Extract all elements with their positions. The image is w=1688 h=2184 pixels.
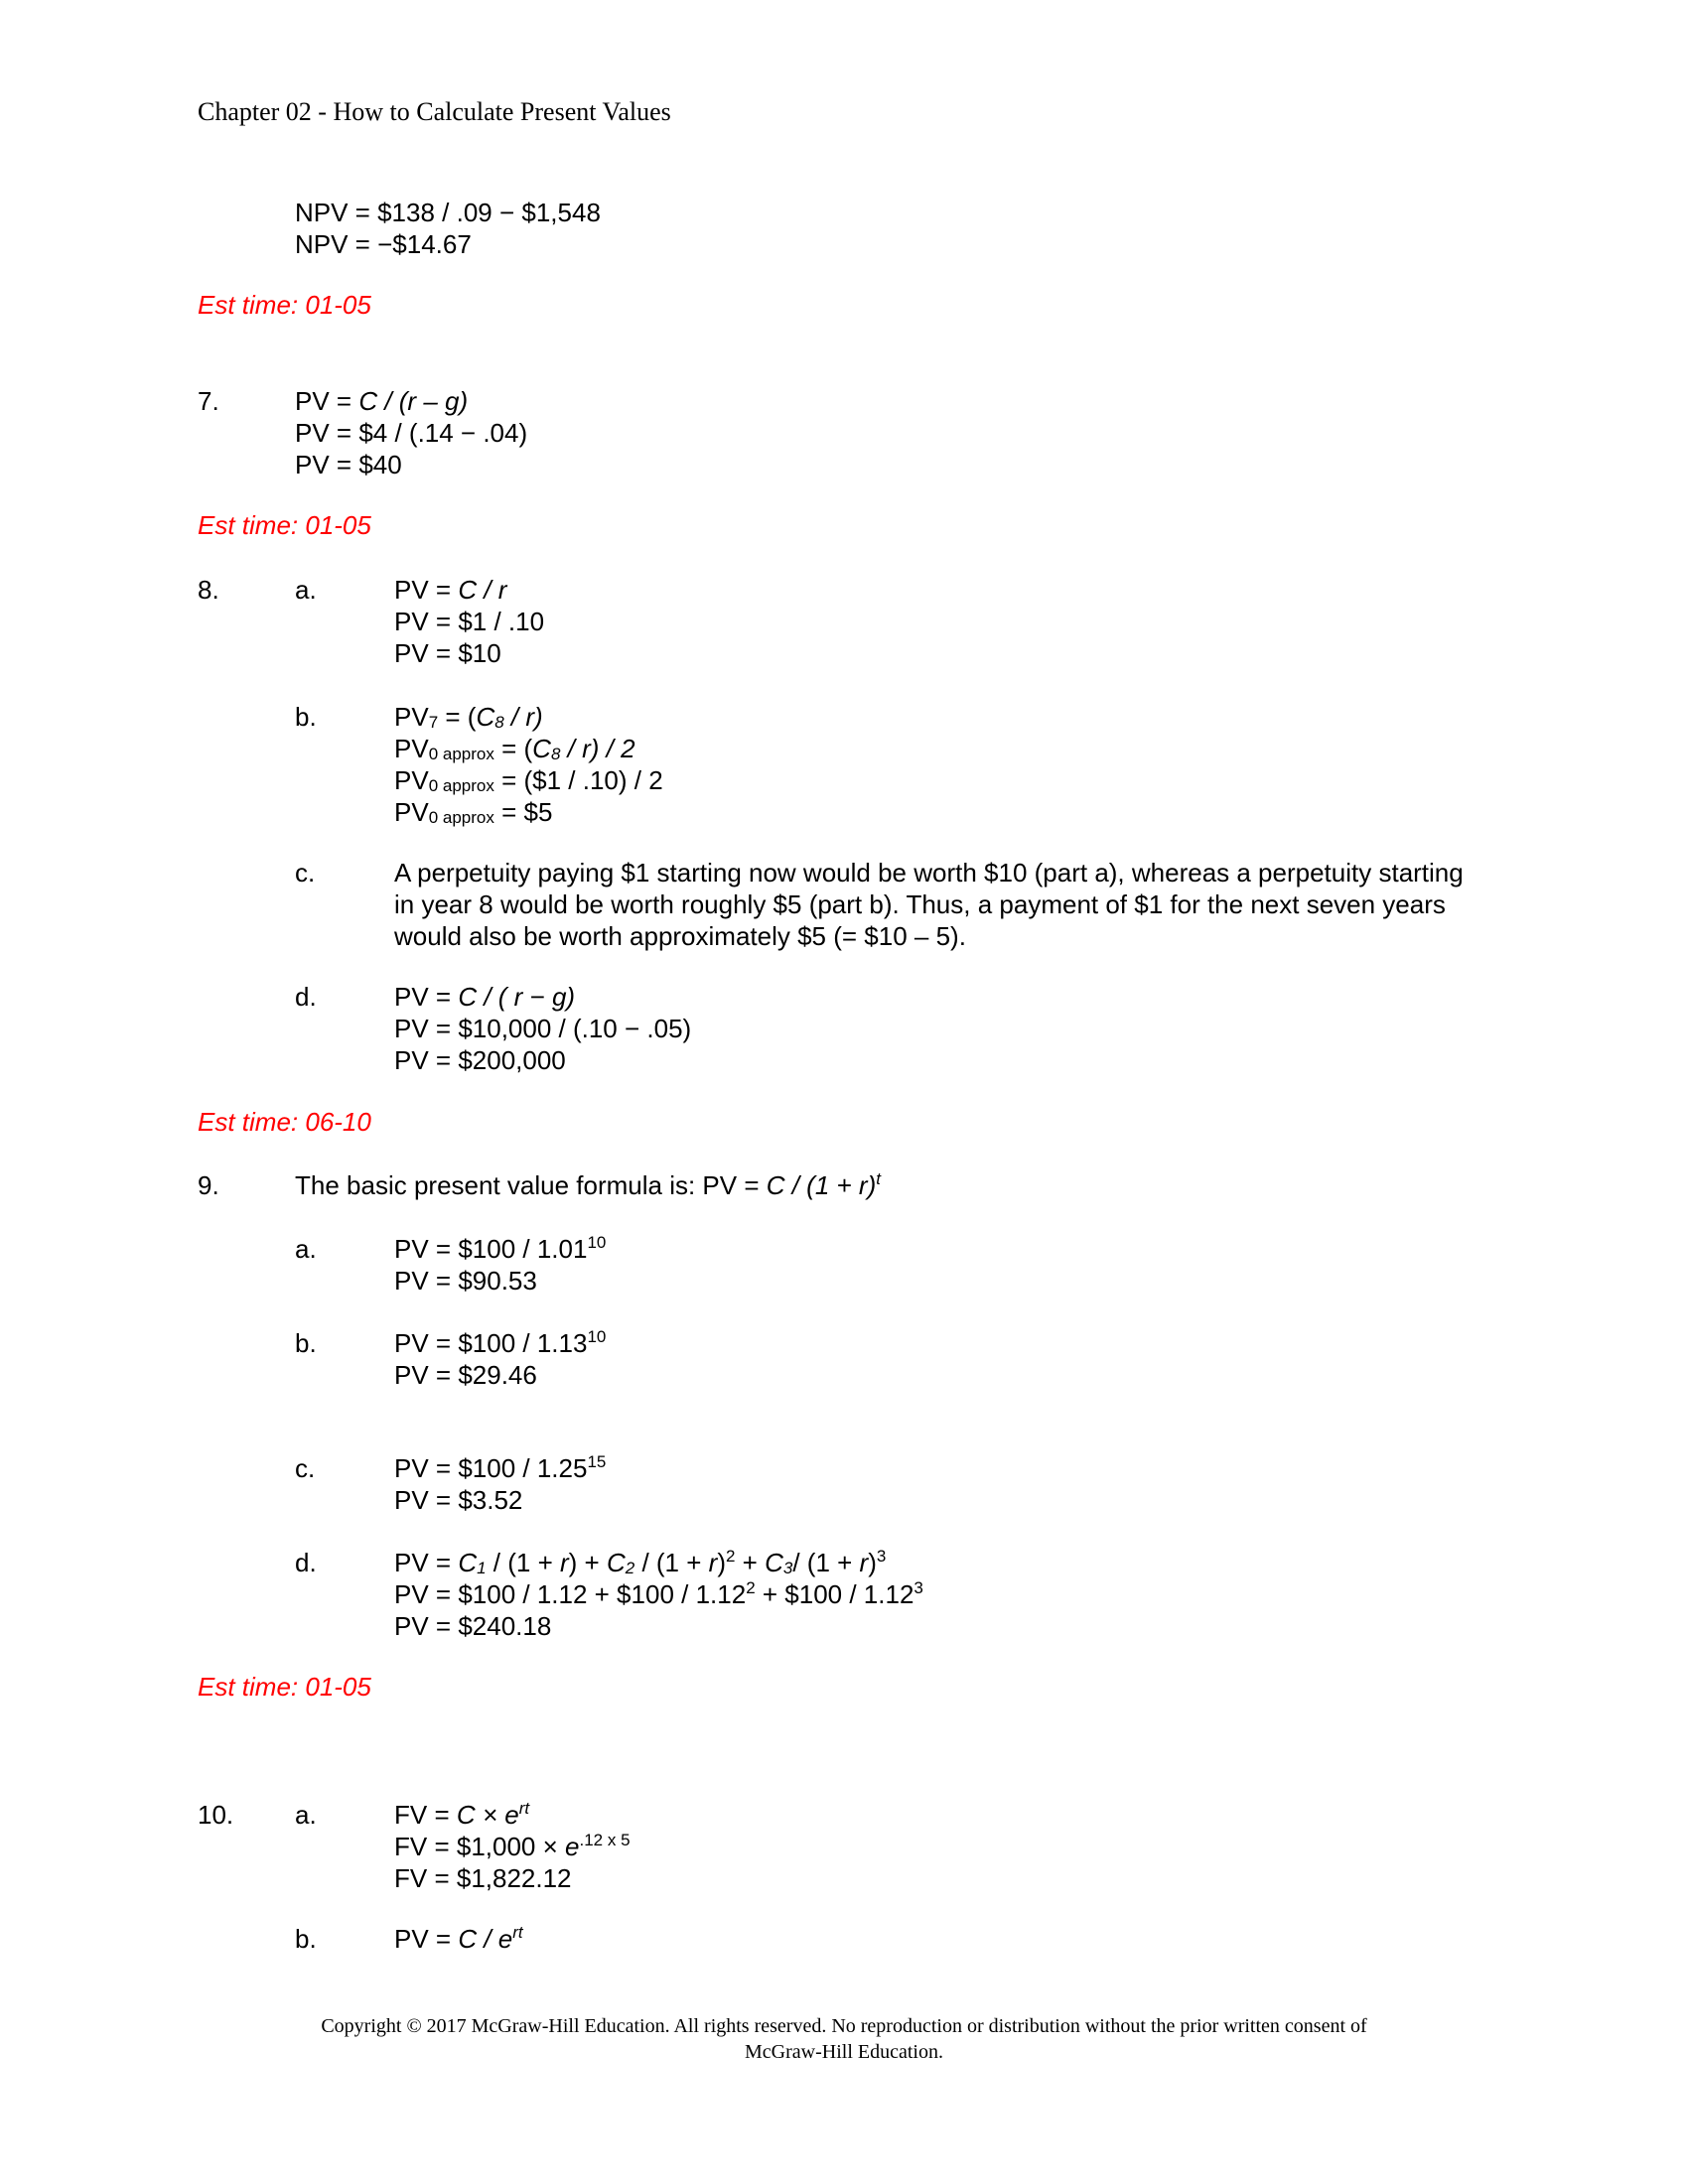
text: The basic present value formula is: PV = (295, 1170, 767, 1200)
formula: e (565, 1832, 580, 1861)
question-number: 8. (198, 575, 219, 605)
formula-line (394, 1327, 606, 1359)
formula: C × e (456, 1800, 519, 1830)
superscript: rt (518, 1799, 530, 1818)
text: = ( (438, 702, 477, 732)
formula: C / ( r − g) (458, 982, 576, 1012)
formula-line: PV = $C1 / (1 + r) + C2 / (1 + r)^2 + C3/$ $(1 + r)^3$ (394, 1547, 887, 1577)
part-label: a. (295, 575, 317, 605)
formula: C / e (458, 1924, 513, 1954)
est-time: Est time: 01-05 (198, 510, 371, 540)
text: PV = (394, 575, 459, 605)
text: FV = $1,000 × (394, 1832, 566, 1861)
formula-line: FV = $1,822.12 (394, 1863, 572, 1893)
formula: / r) / 2 (560, 734, 635, 763)
subscript: 0 approx (428, 776, 494, 795)
formula-line (394, 796, 552, 834)
formula-line: PV = $3.52 (394, 1485, 523, 1515)
formula-line: PV = $10,000 / (.10 − .05) (394, 1014, 692, 1043)
formula-line: PV = $1 / .10 (394, 607, 545, 636)
text: + $100 / 1.12 (755, 1579, 914, 1609)
copyright-line-1: Copyright © 2017 McGraw-Hill Education. All rights reserved. No reproduction or distribution without the prior written consent of (321, 2015, 1367, 2037)
formula: / r) (503, 702, 543, 732)
formula: C / r (458, 575, 507, 605)
superscript: rt (512, 1923, 523, 1942)
formula-line (394, 1233, 606, 1265)
text: = $5 (493, 797, 553, 827)
npv-line-1: NPV = $138 / .09 − $1,548 (295, 198, 601, 227)
page-header: Chapter 02 - How to Calculate Present Values (198, 97, 671, 126)
text: PV = $100 / 1.25 (394, 1453, 588, 1483)
text: PV (394, 734, 429, 763)
formula-line: PV = $40 (295, 450, 402, 479)
subscript: 8 (494, 713, 504, 732)
formula-line: PV = $10 (394, 638, 501, 668)
part-label: b. (295, 702, 317, 732)
part-label: c. (295, 1453, 316, 1483)
npv-line-2: NPV = −$14.67 (295, 229, 472, 259)
copyright-footer (0, 2013, 1688, 2065)
text: PV = $100 / 1.13 (394, 1328, 588, 1358)
text: PV (394, 702, 429, 732)
formula-line (295, 1169, 881, 1201)
formula-line (394, 1831, 631, 1862)
text: PV (394, 797, 429, 827)
text: PV = (394, 982, 459, 1012)
formula-line: PV = $90.53 (394, 1266, 537, 1296)
superscript: .12 x 5 (579, 1831, 631, 1849)
formula-line (394, 1578, 923, 1610)
text: PV = (295, 386, 359, 416)
part-label: a. (295, 1234, 317, 1264)
part-label: b. (295, 1328, 317, 1358)
superscript: 15 (587, 1452, 607, 1471)
est-time: Est time: 06-10 (198, 1107, 371, 1137)
formula-line: PV = $200,000 (394, 1045, 566, 1075)
superscript: 3 (914, 1578, 923, 1597)
superscript: 10 (587, 1233, 607, 1252)
formula: C (476, 702, 495, 732)
formula-line: PV = $29.46 (394, 1360, 537, 1390)
text: PV = $100 / 1.12 + $100 / 1.12 (394, 1579, 747, 1609)
subscript: 0 approx (428, 808, 494, 827)
formula: C / (r – g) (358, 386, 469, 416)
formula-line (394, 1799, 529, 1831)
part-label: c. (295, 858, 316, 887)
text: = ( (493, 734, 533, 763)
formula-line (394, 1452, 606, 1484)
part-label: b. (295, 1924, 317, 1954)
est-time: Est time: 01-05 (198, 290, 371, 320)
part-label: a. (295, 1800, 317, 1830)
formula-line: PV = $240.18 (394, 1611, 552, 1641)
formula: C / (1 + r) (766, 1170, 877, 1200)
superscript: 2 (746, 1578, 756, 1597)
text: PV = (394, 1924, 459, 1954)
part-label: d. (295, 1548, 317, 1577)
formula-line (394, 1923, 523, 1955)
copyright-line-2: McGraw-Hill Education. (745, 2041, 943, 2063)
subscript: 8 (550, 745, 561, 763)
text: = ($1 / .10) / 2 (493, 765, 663, 795)
superscript: t (876, 1169, 881, 1188)
question-number: 7. (198, 386, 219, 416)
formula-line (394, 981, 575, 1013)
text: PV (394, 765, 429, 795)
text: FV = (394, 1800, 457, 1830)
question-number: 10. (198, 1800, 234, 1830)
explanation-paragraph: A perpetuity paying $1 starting now would be worth $10 (part a), whereas a perpetuity starting in year 8 would be worth roughly $5 (part b). Thus, a payment of $1 for the next seven years would also be worth approximately $5 (= $10 – 5). (394, 858, 1464, 951)
est-time: Est time: 01-05 (198, 1672, 371, 1702)
formula-line (295, 385, 468, 417)
subscript: 7 (428, 713, 439, 732)
part-label: d. (295, 982, 317, 1012)
question-number: 9. (198, 1170, 219, 1200)
formula-line: PV = $4 / (.14 − .04) (295, 418, 528, 448)
formula-line (394, 574, 506, 606)
formula: C (532, 734, 551, 763)
superscript: 10 (587, 1327, 607, 1346)
text: PV = $100 / 1.01 (394, 1234, 588, 1264)
subscript: 0 approx (428, 745, 494, 763)
